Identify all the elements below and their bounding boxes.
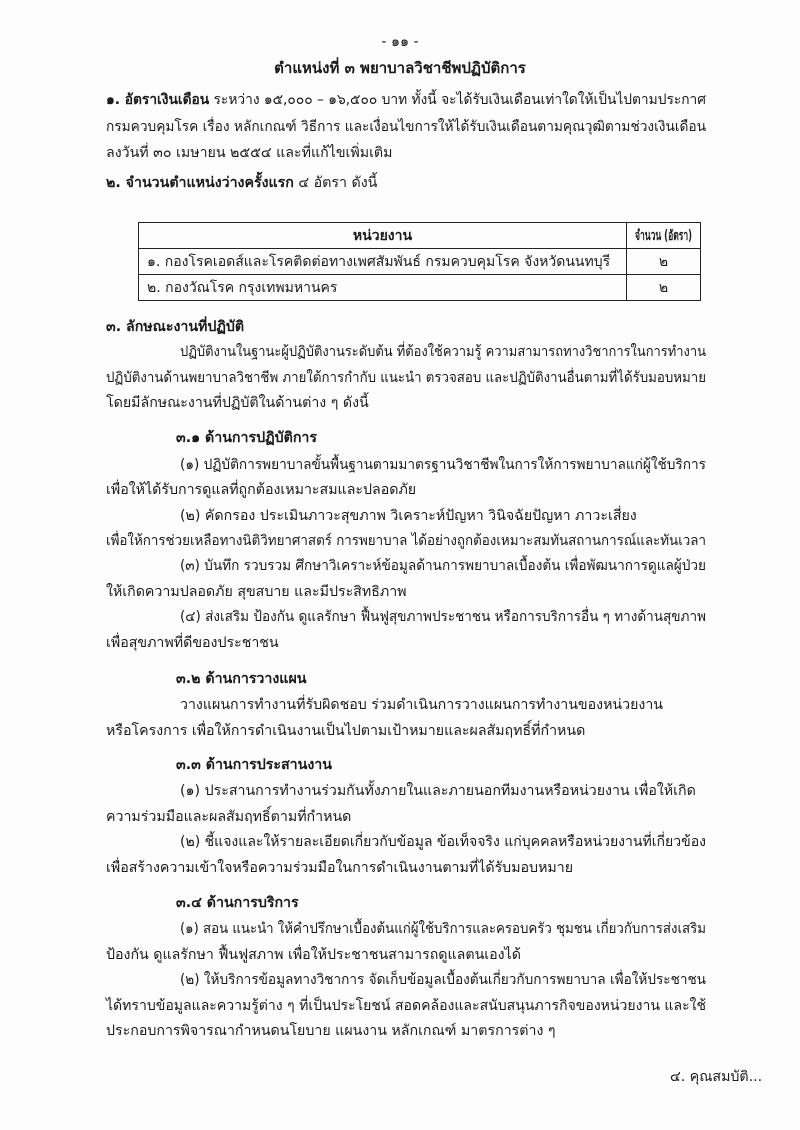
- vacancy-heading-content: [106, 173, 377, 193]
- cell-unit-text: ๑. กองโรคเอดส์และโรคติดต่อทางเพศสัมพันธ์ กรมควบคุมโรค จังหวัดนนทบุรี: [147, 253, 611, 270]
- salary-line-2-text: กรมควบคุมโรค เรื่อง หลักเกณฑ์ วิธีการ และเงื่อนไขการให้ได้รับเงินเดือนตามคุณวุฒิตามช่วงเงินเดือน: [106, 119, 707, 135]
- vacancy-label: ๒. จำนวนตำแหน่งว่างครั้งแรก: [106, 175, 294, 191]
- line-text: ให้เกิดความปลอดภัย สุขสบาย และมีประสิทธิภาพ: [106, 584, 407, 600]
- line-text: ได้ทราบข้อมูลและความรู้ต่าง ๆ ที่เป็นประโยชน์ สอดคล้องและสนับสนุนภารกิจของหน่วยงาน และใช้: [106, 998, 707, 1014]
- salary-line-3-text: ลงวันที่ ๓๐ เมษายน ๒๕๕๔ และที่แก้ไขเพิ่มเติม: [106, 145, 393, 161]
- duties-intro-3: [106, 393, 706, 413]
- duties-intro-2: [106, 368, 706, 388]
- sub3-line: [180, 781, 706, 801]
- heading-text: ๓.๑ ด้านการปฏิบัติการ: [176, 430, 318, 446]
- sub1-line: [180, 556, 706, 576]
- line-text: หรือโครงการ เพื่อให้การดำเนินงานเป็นไปตามเป้าหมายและผลสัมฤทธิ์ที่กำหนด: [106, 723, 586, 739]
- sub1-line: [106, 582, 706, 602]
- line-text: เพื่อให้ได้รับการดูแลที่ถูกต้องเหมาะสมและปลอดภัย: [106, 482, 417, 498]
- sub1-line: [180, 607, 706, 627]
- sub2-line: [180, 695, 706, 715]
- cell-unit: [139, 275, 627, 301]
- sub4-line: [180, 919, 706, 939]
- table-header-row: [139, 223, 701, 249]
- heading-text: ๓.๔ ด้านการบริการ: [176, 895, 299, 911]
- header-count: [627, 223, 701, 249]
- sub2-line: [106, 721, 706, 741]
- table-row: [139, 249, 701, 275]
- line-text: (๓) บันทึก รวบรวม ศึกษาวิเคราะห์ข้อมูลด้านการพยาบาลเบื้องต้น เพื่อพัฒนาการดูแลผู้ป่วย: [180, 558, 706, 574]
- header-count-text: จำนวน (อัตรา): [635, 227, 692, 244]
- line-text: (๑) สอน แนะนำ ให้คำปรึกษาเบื้องต้นแก่ผู้ใช้บริการและครอบครัว ชุมชน เกี่ยวกับการส่งเสริม: [180, 921, 707, 937]
- salary-line-2: [106, 117, 706, 137]
- sub1-line: [106, 531, 706, 551]
- sub1-line: [180, 506, 706, 526]
- line-text: โดยมีลักษณะงานที่ปฏิบัติในด้านต่าง ๆ ดังนี้: [106, 395, 369, 411]
- sub1-heading: [176, 428, 776, 448]
- line-text: เพื่อสุขภาพที่ดีของประชาชน: [106, 635, 279, 651]
- sub4-line: [106, 1021, 706, 1041]
- cell-unit-text: ๒. กองวัณโรค กรุงเทพมหานคร: [147, 279, 338, 296]
- line-text: (๒) ชี้แจงและให้รายละเอียดเกี่ยวกับข้อมูล ข้อเท็จจริง แก่บุคคลหรือหน่วยงานที่เกี่ยวข้อง: [180, 834, 706, 850]
- line-text: (๒) ให้บริการข้อมูลทางวิชาการ จัดเก็บข้อมูลเบื้องต้นเกี่ยวกับการพยาบาล เพื่อให้ประชาชน: [180, 972, 706, 988]
- line-text: ปฏิบัติงานในฐานะผู้ปฏิบัติงานระดับต้น ที่ต้องใช้ความรู้ ความสามารถทางวิชาการในการทำงาน: [180, 344, 706, 360]
- page-number: - ๑๑ -: [381, 34, 419, 50]
- line-text: ความร่วมมือและผลสัมฤทธิ์ตามที่กำหนด: [106, 809, 352, 825]
- sub3-line: [180, 832, 706, 852]
- line-text: วางแผนการทำงานที่รับผิดชอบ ร่วมดำเนินการวางแผนการทำงานของหน่วยงาน: [180, 697, 663, 713]
- line-text: (๑) ปฏิบัติการพยาบาลขั้นพื้นฐานตามมาตรฐานวิชาชีพในการให้การพยาบาลแก่ผู้ใช้บริการ: [180, 457, 706, 473]
- vacancy-table: [138, 222, 701, 301]
- sub3-heading: [176, 755, 776, 775]
- sub2-heading: [176, 669, 776, 689]
- salary-line-3: [106, 143, 706, 163]
- continued-footer: [670, 1067, 780, 1087]
- line-text: เพื่อสร้างความเข้าใจหรือความร่วมมือในการดำเนินงานตามที่ได้รับมอบหมาย: [106, 860, 574, 876]
- line-text: ปฏิบัติงานด้านพยาบาลวิชาชีพ ภายใต้การกำกับ แนะนำ ตรวจสอบ และปฏิบัติงานอื่นตามที่ได้รับมอบหมาย: [106, 370, 707, 386]
- cell-unit: [139, 249, 627, 275]
- salary-label: ๑. อัตราเงินเดือน: [106, 92, 210, 108]
- vacancy-count: ๔ อัตรา ดังนี้: [293, 175, 378, 191]
- cell-count: ๒: [627, 275, 701, 301]
- salary-line-1-content: [106, 90, 706, 110]
- salary-text: ระหว่าง ๑๕,๐๐๐ – ๑๖,๕๐๐ บาท ทั้งนี้ จะได้รับเงินเดือนเท่าใดให้เป็นไปตามประกาศ: [213, 92, 707, 108]
- header-unit: [139, 223, 627, 249]
- line-text: (๑) ประสานการทำงานร่วมกันทั้งภายในและภายนอกทีมงานหรือหน่วยงาน เพื่อให้เกิด: [180, 783, 696, 799]
- header-unit-text: หน่วยงาน: [352, 227, 413, 244]
- sub4-line: [106, 945, 706, 965]
- sub4-line: [106, 996, 706, 1016]
- sub1-line: [106, 633, 706, 653]
- heading-text: ๓.๒ ด้านการวางแผน: [176, 671, 307, 687]
- vacancy-heading: [106, 173, 706, 193]
- duties-intro-1: [180, 342, 706, 362]
- duties-heading: [106, 317, 706, 337]
- sub4-heading: [176, 893, 776, 913]
- sub3-line: [106, 807, 706, 827]
- duties-heading-text: ๓. ลักษณะงานที่ปฏิบัติ: [106, 319, 245, 335]
- line-text: (๒) คัดกรอง ประเมินภาวะสุขภาพ วิเคราะห์ปัญหา วินิจฉัยปัญหา ภาวะเสี่ยง: [180, 508, 637, 524]
- cell-count: ๒: [627, 249, 701, 275]
- sub1-line: [180, 455, 706, 475]
- table-row: [139, 275, 701, 301]
- line-text: ประกอบการพิจารณากำหนดนโยบาย แผนงาน หลักเกณฑ์ มาตรการต่าง ๆ: [106, 1023, 556, 1039]
- sub4-line: [180, 970, 706, 990]
- page-title: ตำแหน่งที่ ๓ พยาบาลวิชาชีพปฏิบัติการ: [274, 59, 526, 77]
- line-text: ป้องกัน ดูแลรักษา ฟื้นฟูสภาพ เพื่อให้ประชาชนสามารถดูแลตนเองได้: [106, 947, 521, 963]
- continued-footer-text: ๔. คุณสมบัติ...: [670, 1069, 763, 1085]
- sub1-line: [106, 480, 706, 500]
- line-text: เพื่อให้การช่วยเหลือทางนิติวิทยาศาสตร์ การพยาบาล ได้อย่างถูกต้องเหมาะสมทันสถานการณ์และทันเวลา: [106, 533, 706, 549]
- sub3-line: [106, 858, 706, 878]
- salary-line-1: [106, 90, 706, 110]
- line-text: (๔) ส่งเสริม ป้องกัน ดูแลรักษา ฟื้นฟูสุขภาพประชาชน หรือการบริการอื่น ๆ ทางด้านสุขภาพ: [180, 609, 706, 625]
- heading-text: ๓.๓ ด้านการประสานงาน: [176, 757, 332, 773]
